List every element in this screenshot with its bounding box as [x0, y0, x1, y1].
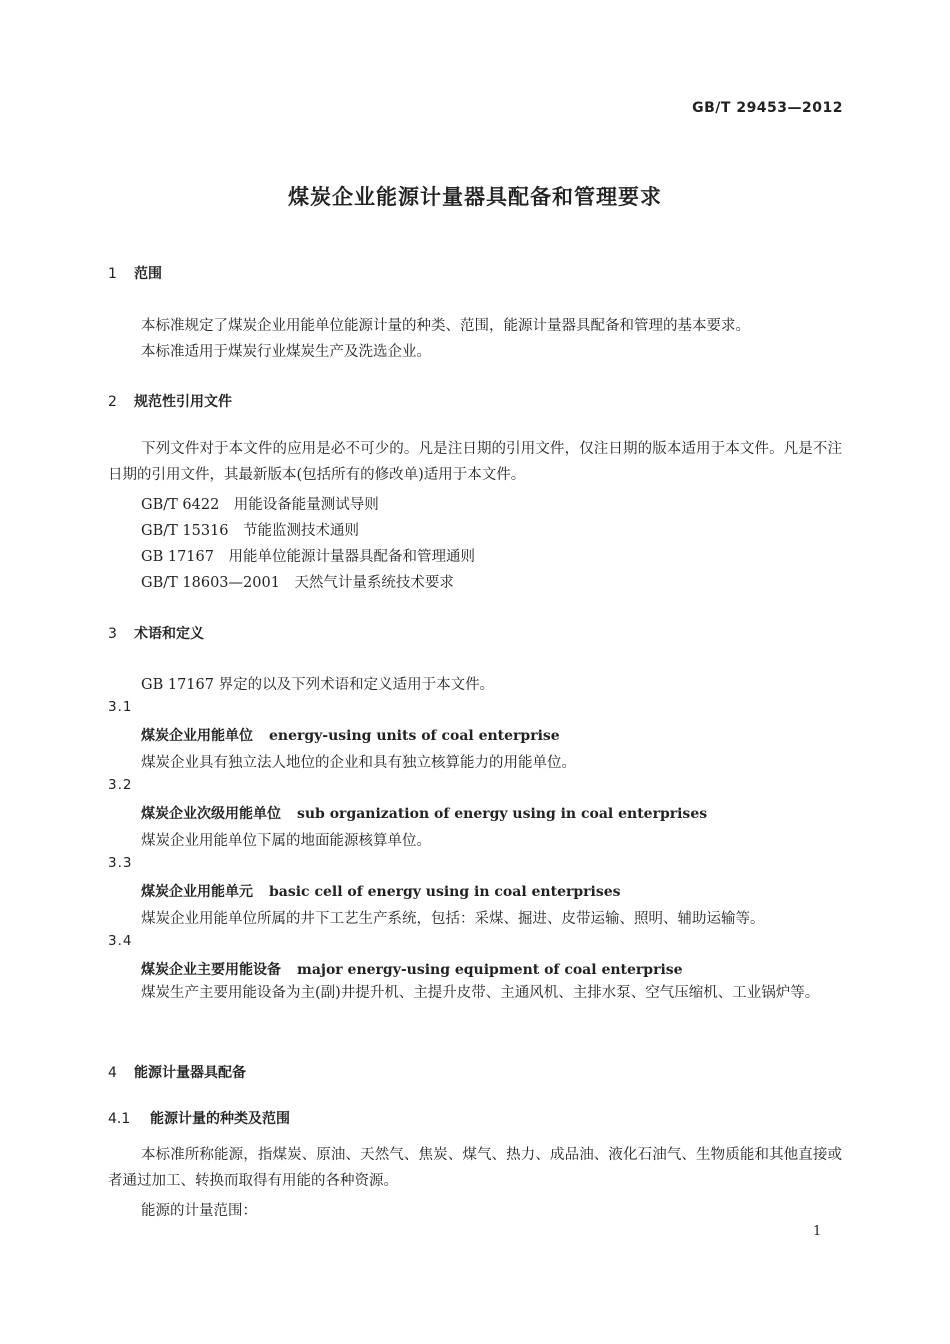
- paragraph: 下列文件对于本文件的应用是必不可少的。凡是注日期的引用文件，仅注日期的版本适用于本文件。凡是不注日期的引用文件，其最新版本(包括所有的修改单)适用于本文件。: [108, 441, 842, 483]
- term-definition: 煤炭企业具有独立法人地位的企业和具有独立核算能力的用能单位。: [141, 755, 576, 771]
- term-en: sub organization of energy using in coal enterprises: [297, 806, 708, 822]
- reference-item: GB/T 15316 节能监测技术通则: [141, 523, 360, 539]
- section-3-heading: [108, 623, 204, 643]
- clause-number: 3.4: [108, 933, 133, 949]
- section-number: 1: [108, 266, 117, 282]
- paragraph: 能源的计量范围：: [141, 1203, 257, 1219]
- term-heading: [141, 803, 707, 823]
- term-heading: [141, 959, 683, 979]
- section-number: 3: [108, 626, 117, 642]
- reference-item: GB 17167 用能单位能源计量器具配备和管理通则: [141, 549, 475, 565]
- section-1-heading: [108, 263, 162, 283]
- reference-item: GB/T 6422 用能设备能量测试导则: [141, 497, 379, 513]
- clause-number: 3.1: [108, 699, 133, 715]
- section-number: 2: [108, 394, 117, 410]
- section-title: 术语和定义: [134, 626, 204, 642]
- term-cn: 煤炭企业次级用能单位: [141, 806, 281, 822]
- section-title: 范围: [134, 266, 162, 282]
- term-definition: 煤炭企业用能单位下属的地面能源核算单位。: [141, 833, 431, 849]
- term-en: major energy-using equipment of coal enterprise: [297, 962, 683, 978]
- reference-item: GB/T 18603—2001 天然气计量系统技术要求: [141, 575, 454, 591]
- term-en: energy-using units of coal enterprise: [269, 728, 560, 744]
- clause-number: 3.2: [108, 777, 133, 793]
- section-number: 4: [108, 1065, 117, 1081]
- section-title: 规范性引用文件: [134, 394, 232, 410]
- term-definition: 煤炭生产主要用能设备为主(副)井提升机、主提升皮带、主通风机、主排水泵、空气压缩机、工业锅炉等。: [141, 985, 820, 1001]
- paragraph: 本标准所称能源，指煤炭、原油、天然气、焦炭、煤气、热力、成品油、液化石油气、生物质能和其他直接或者通过加工、转换而取得有用能的各种资源。: [108, 1147, 842, 1189]
- clause-number: 3.3: [108, 855, 133, 871]
- section-4-heading: [108, 1062, 246, 1082]
- subsection-title: 能源计量的种类及范围: [150, 1111, 290, 1127]
- section-title: 能源计量器具配备: [134, 1065, 246, 1081]
- paragraph: 本标准适用于煤炭行业煤炭生产及洗选企业。: [141, 344, 431, 360]
- term-en: basic cell of energy using in coal enterprises: [269, 884, 621, 900]
- page-number: 1: [813, 1224, 822, 1239]
- term-heading: [141, 725, 560, 745]
- term-definition: 煤炭企业用能单位所属的井下工艺生产系统，包括：采煤、掘进、皮带运输、照明、辅助运输等。: [141, 911, 765, 927]
- standard-number: GB/T 29453—2012: [692, 100, 843, 116]
- paragraph: 本标准规定了煤炭企业用能单位能源计量的种类、范围，能源计量器具配备和管理的基本要求。: [141, 318, 750, 334]
- document-title: 煤炭企业能源计量器具配备和管理要求: [288, 185, 662, 209]
- term-cn: 煤炭企业主要用能设备: [141, 962, 281, 978]
- term-cn: 煤炭企业用能单元: [141, 884, 253, 900]
- subsection-number: 4.1: [108, 1111, 131, 1127]
- paragraph: GB 17167 界定的以及下列术语和定义适用于本文件。: [141, 677, 495, 693]
- term-cn: 煤炭企业用能单位: [141, 728, 253, 744]
- term-heading: [141, 881, 621, 901]
- section-2-heading: [108, 391, 232, 411]
- subsection-4-1-heading: [108, 1108, 290, 1128]
